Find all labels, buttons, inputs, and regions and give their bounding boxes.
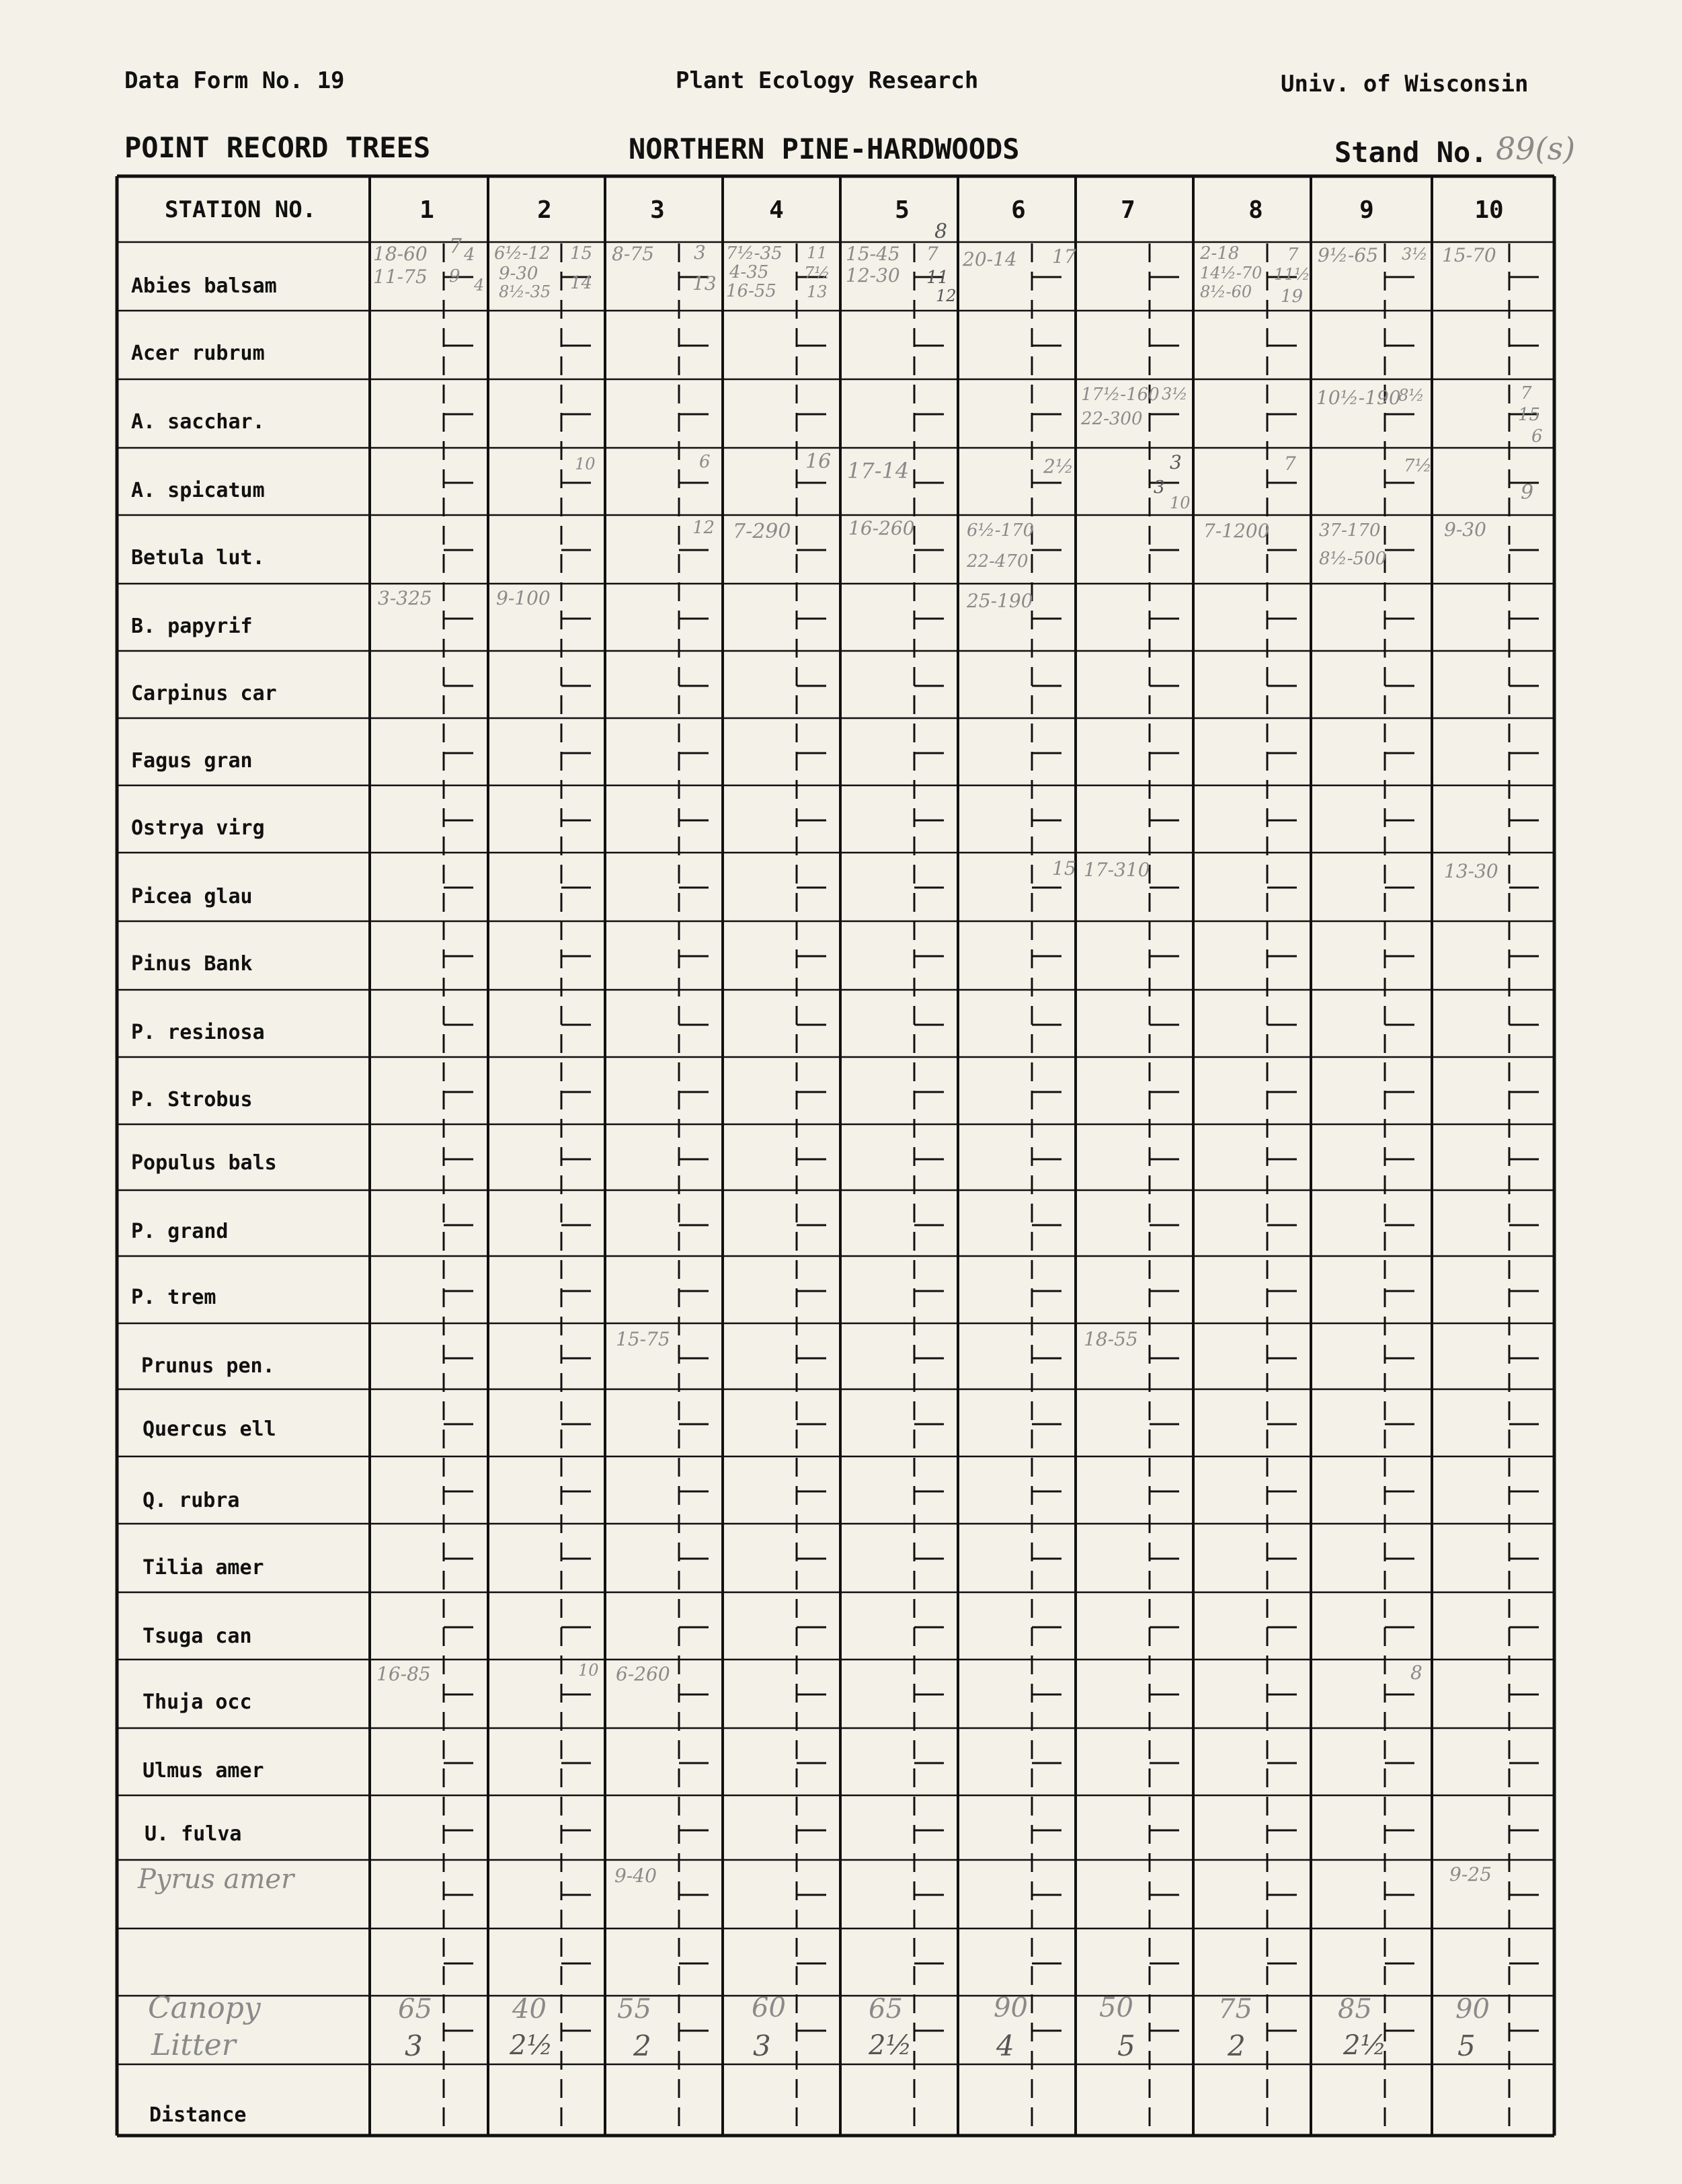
entry: 15-70 <box>1442 244 1496 266</box>
species-label: Betula lut. <box>131 546 265 570</box>
canopy-value: 90 <box>1455 1994 1490 2025</box>
litter-value: 2½ <box>1343 2030 1387 2061</box>
station-4: 4 <box>769 196 784 224</box>
entry: 25-190 <box>967 590 1033 612</box>
entry: 14½-70 <box>1200 264 1263 282</box>
entry: 2½ <box>1043 455 1074 477</box>
entry: 8 <box>934 220 948 243</box>
species-label: A. spicatum <box>131 479 265 502</box>
community-type: NORTHERN PINE-HARDWOODS <box>629 132 1020 165</box>
entry: 9 <box>449 266 460 286</box>
entry: 12 <box>692 518 715 538</box>
entry: 3 <box>694 241 706 264</box>
form-number: Data Form No. 19 <box>124 67 345 94</box>
entry: 13 <box>692 272 717 295</box>
entry: 8½-35 <box>499 282 551 301</box>
canopy-value: 85 <box>1338 1994 1372 2025</box>
species-label: Fagus gran <box>131 749 253 773</box>
entry: 9½-65 <box>1318 244 1379 266</box>
entry: 22-470 <box>967 551 1029 572</box>
entry: 4-35 <box>729 262 769 282</box>
entry: 9 <box>1521 481 1534 504</box>
entry: 8½ <box>1398 386 1425 405</box>
entry: 15-45 <box>846 243 900 265</box>
entry: 10 <box>1170 494 1191 512</box>
canopy-value: 60 <box>752 1992 786 2023</box>
entry: 3 <box>1170 451 1182 473</box>
entry: 7½ <box>1404 456 1432 476</box>
canopy-label: Canopy <box>148 1991 261 2025</box>
entry: 17 <box>1052 245 1076 268</box>
entry: 9-30 <box>499 264 538 284</box>
canopy-value: 65 <box>398 1994 432 2025</box>
species-label: B. papyrif <box>131 615 253 638</box>
species-label: Tsuga can <box>143 1625 252 1648</box>
species-label: U. fulva <box>145 1822 242 1846</box>
station-5: 5 <box>895 196 910 224</box>
entry: 8-75 <box>612 243 654 265</box>
entry: 37-170 <box>1319 520 1381 541</box>
entry: 7 <box>926 243 938 265</box>
entry: 9-30 <box>1444 518 1486 541</box>
entry: 7 <box>1284 453 1296 475</box>
litter-value: 4 <box>996 2029 1014 2062</box>
entry: 7-290 <box>733 520 791 543</box>
species-label: Prunus pen. <box>141 1354 275 1378</box>
station-2: 2 <box>537 196 552 224</box>
entry: 3-325 <box>378 587 432 609</box>
canopy-value: 50 <box>1099 1992 1133 2023</box>
species-label: Tilia amer <box>143 1556 264 1580</box>
entry: 6 <box>1531 426 1543 446</box>
species-label: P. grand <box>131 1220 229 1243</box>
entry: 6½-12 <box>494 243 551 264</box>
station-8: 8 <box>1248 196 1263 224</box>
litter-value: 5 <box>1457 2029 1476 2062</box>
entry: 10 <box>575 455 596 473</box>
entry: 16 <box>805 450 832 473</box>
species-label: Ulmus amer <box>143 1759 264 1783</box>
station-10: 10 <box>1474 196 1504 224</box>
station-6: 6 <box>1011 196 1026 224</box>
species-label: Picea glau <box>131 885 253 908</box>
record-type: POINT RECORD TREES <box>124 131 431 164</box>
species-label: A. sacchar. <box>131 410 265 434</box>
species-label: Carpinus car <box>131 682 277 705</box>
organization: Plant Ecology Research <box>676 67 979 94</box>
entry: 17-14 <box>847 458 910 483</box>
species-label: P. Strobus <box>131 1088 253 1112</box>
entry: 12 <box>936 286 957 305</box>
entry: 18-60 <box>373 243 428 265</box>
entry: 20-14 <box>963 248 1017 270</box>
entry: 13 <box>807 282 828 301</box>
species-label: Pinus Bank <box>131 952 253 976</box>
species-label: Thuja occ <box>143 1690 252 1714</box>
canopy-value: 65 <box>869 1994 903 2025</box>
litter-value: 2½ <box>869 2030 912 2061</box>
entry: 17½-160 <box>1081 385 1160 405</box>
litter-value: 2½ <box>510 2030 553 2061</box>
entry: 22-300 <box>1081 409 1143 429</box>
entry: 3½ <box>1402 245 1428 264</box>
litter-value: 2 <box>1228 2029 1246 2062</box>
entry: 11-75 <box>373 266 428 288</box>
entry: 4 <box>464 245 475 265</box>
entry: 17-310 <box>1084 859 1150 881</box>
entry: 9-25 <box>1449 1863 1492 1885</box>
entry: 7-1200 <box>1203 520 1270 542</box>
entry: 18-55 <box>1084 1328 1138 1350</box>
entry: 6½-170 <box>967 520 1035 541</box>
species-label: Abies balsam <box>131 274 277 298</box>
entry: 7 <box>1287 245 1299 265</box>
entry: 14 <box>570 273 593 293</box>
litter-value: 3 <box>753 2029 771 2062</box>
entry: 15 <box>1518 405 1541 425</box>
species-label: P. trem <box>131 1286 216 1309</box>
entry: 3½ <box>1162 385 1188 403</box>
stand-label: Stand No. <box>1334 136 1488 169</box>
entry: 7 <box>1521 383 1532 403</box>
entry: 15-75 <box>616 1328 670 1350</box>
entry: 11 <box>926 268 949 288</box>
station-no-header: STATION NO. <box>165 196 317 223</box>
species-label: Populus bals <box>131 1151 277 1175</box>
entry: 8 <box>1410 1662 1423 1684</box>
station-1: 1 <box>419 196 434 224</box>
species-label: Ostrya virg <box>131 816 265 840</box>
entry: 11 <box>807 243 828 262</box>
entry: 15 <box>570 243 593 264</box>
stand-number: 89(s) <box>1496 130 1576 167</box>
canopy-value: 40 <box>512 1994 547 2025</box>
station-9: 9 <box>1359 196 1374 224</box>
entry: 6-260 <box>616 1663 670 1685</box>
entry: 19 <box>1281 286 1304 307</box>
entry: 11½ <box>1274 265 1310 284</box>
canopy-value: 75 <box>1218 1994 1252 2025</box>
entry: 2-18 <box>1200 243 1240 264</box>
entry: 10½-190 <box>1316 387 1401 409</box>
entry: 15 <box>1052 857 1076 880</box>
entry: 16-85 <box>376 1663 431 1685</box>
entry: 3 <box>1154 477 1165 498</box>
species-label: Q. rubra <box>143 1489 240 1512</box>
entry: 9-100 <box>496 587 551 609</box>
species-label: Quercus ell <box>143 1417 276 1441</box>
entry: 8½-60 <box>1200 282 1252 301</box>
canopy-value: 90 <box>994 1992 1028 2023</box>
university: Univ. of Wisconsin <box>1281 71 1529 98</box>
distance-label: Distance <box>149 2103 247 2127</box>
entry: 12-30 <box>846 264 900 286</box>
litter-label: Litter <box>151 2028 236 2062</box>
species-label: Acer rubrum <box>131 342 265 365</box>
entry: 8½-500 <box>1319 549 1387 569</box>
entry: 9-40 <box>614 1865 657 1887</box>
entry: 6 <box>699 452 711 472</box>
entry: 13-30 <box>1444 860 1498 882</box>
entry: 7 <box>449 235 463 258</box>
entry: 10 <box>578 1661 599 1680</box>
litter-value: 3 <box>405 2029 423 2062</box>
litter-value: 5 <box>1117 2029 1135 2062</box>
entry: 7½ <box>804 264 830 282</box>
entry: 16-260 <box>848 517 915 539</box>
extra-species-label: Pyrus amer <box>138 1864 294 1895</box>
entry: 4 <box>474 276 485 295</box>
entry: 7½-35 <box>726 243 783 264</box>
station-7: 7 <box>1121 196 1135 224</box>
species-label: P. resinosa <box>131 1021 265 1044</box>
entry: 16-55 <box>726 281 776 301</box>
litter-value: 2 <box>633 2029 651 2062</box>
canopy-value: 55 <box>617 1994 651 2025</box>
station-3: 3 <box>650 196 665 224</box>
